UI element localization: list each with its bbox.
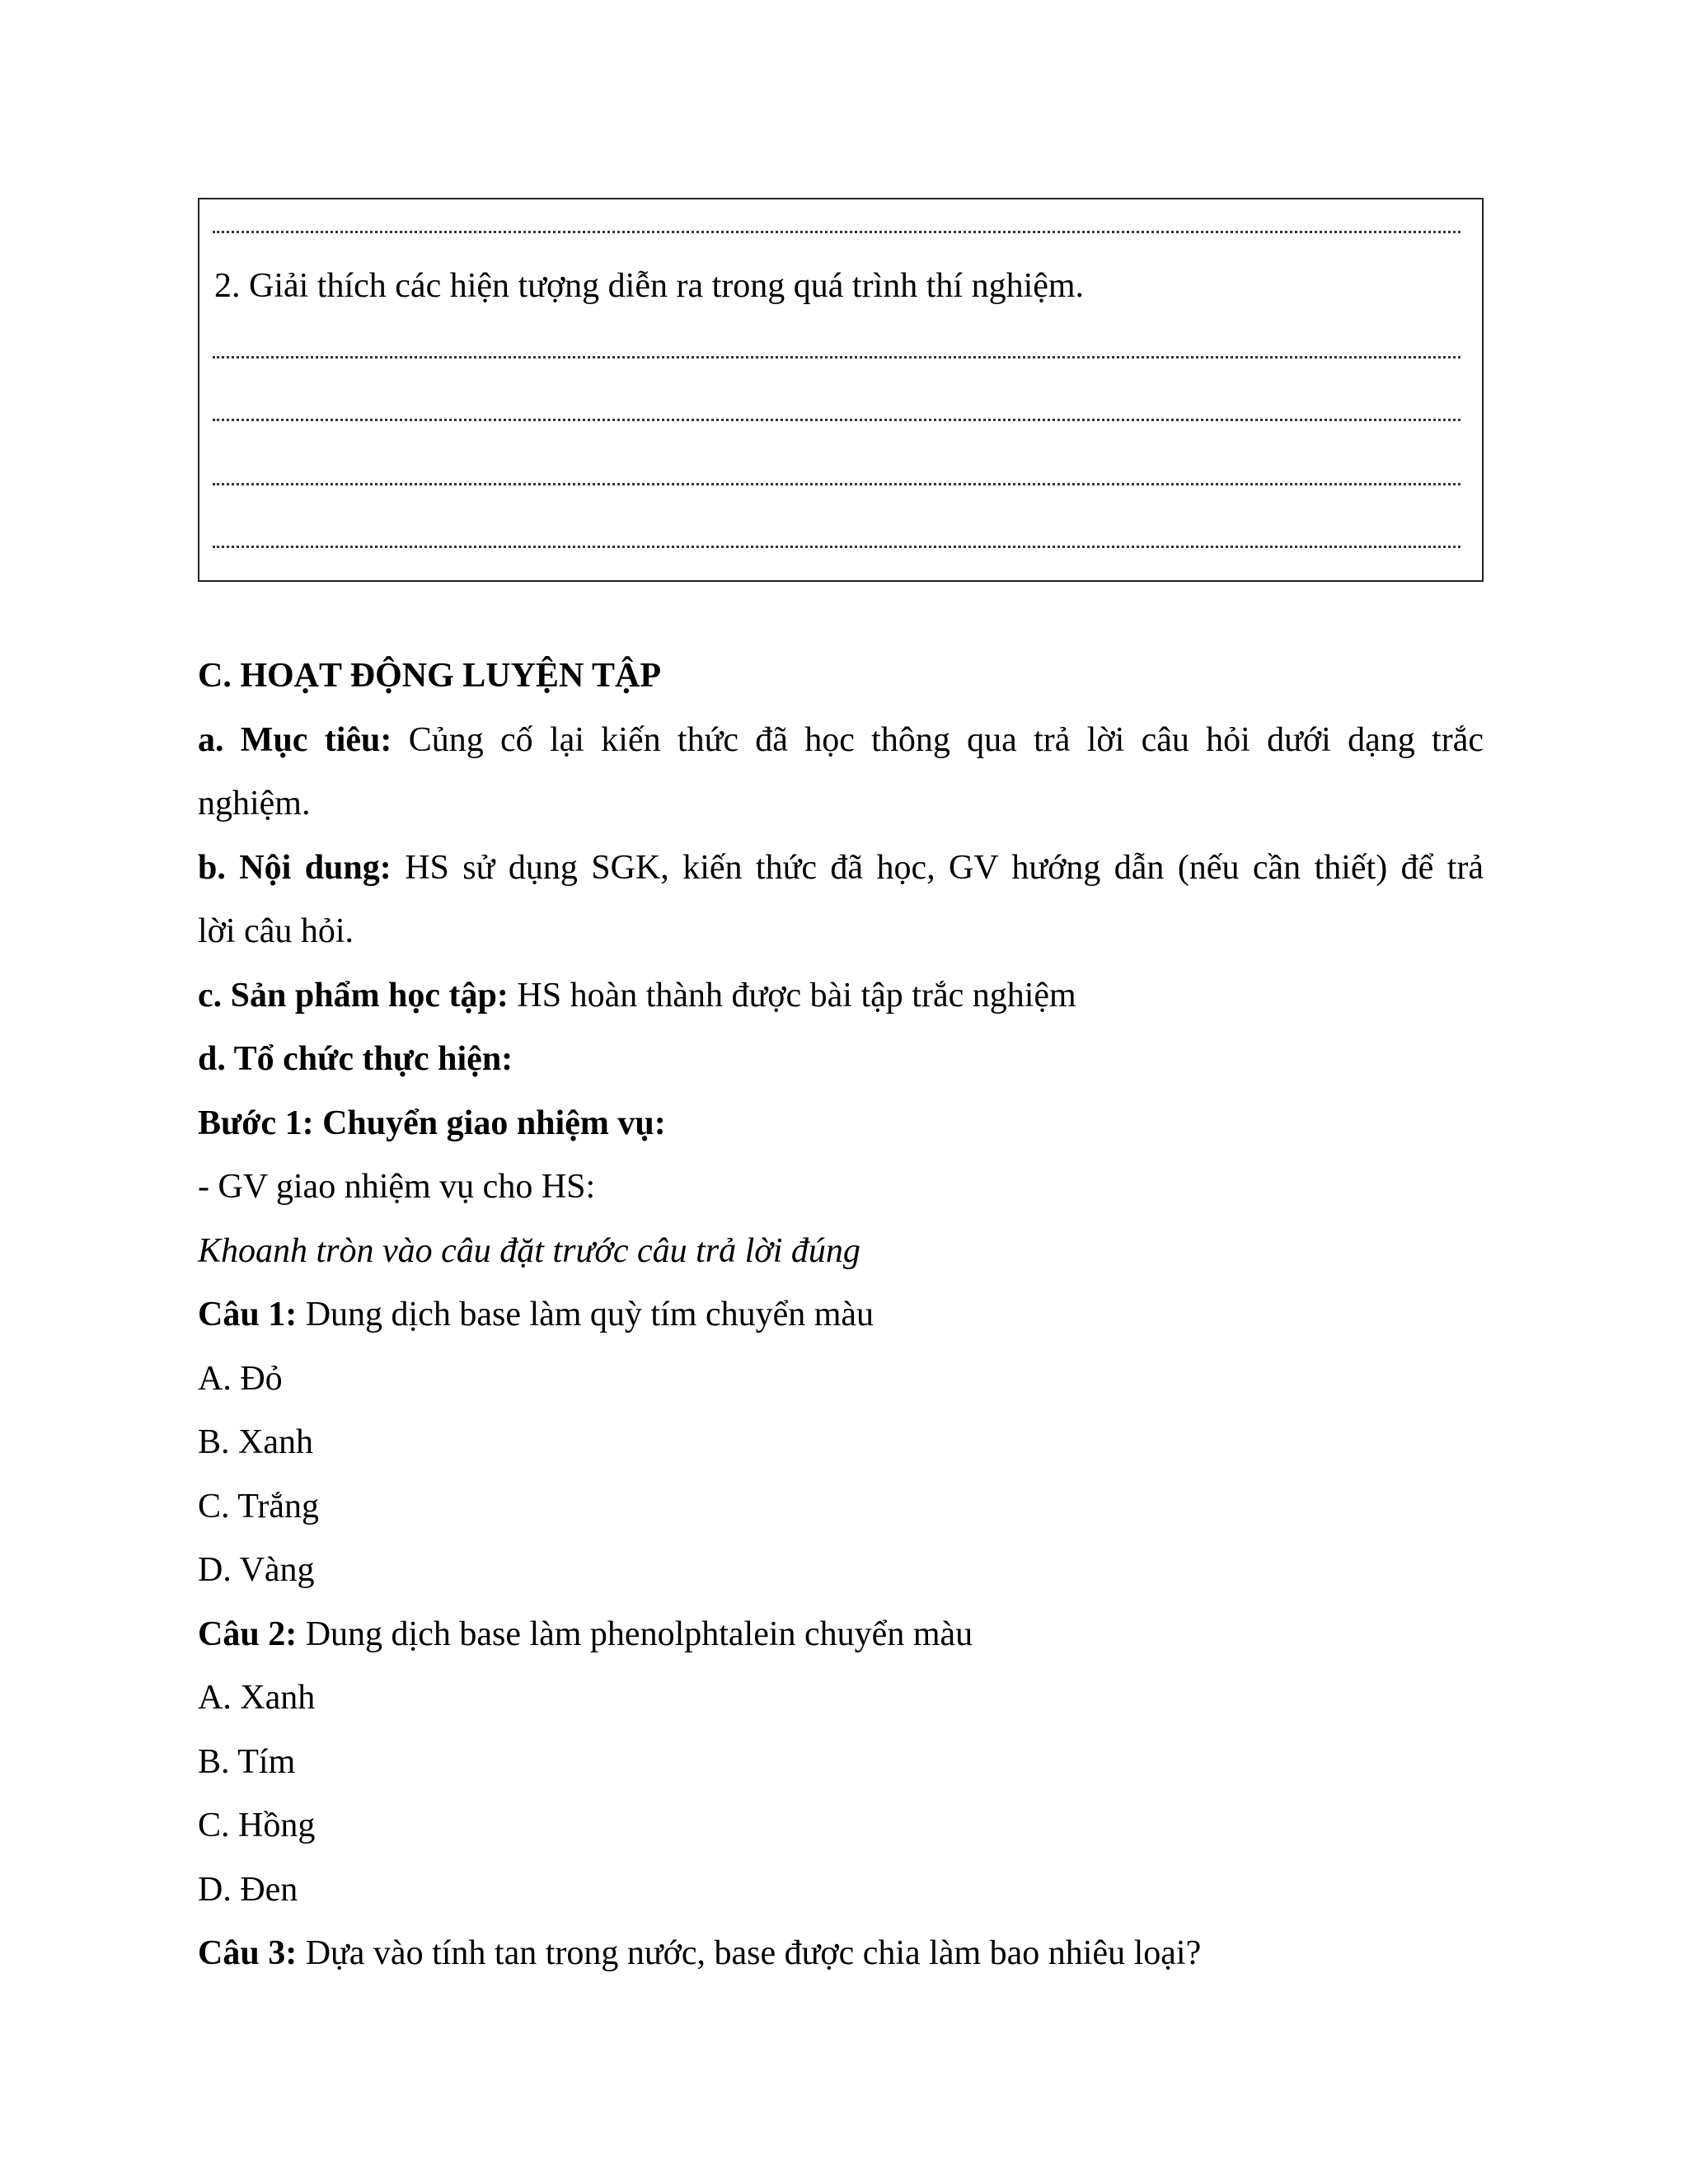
question-label: Câu 1: [198, 1296, 298, 1333]
step1-label: Bước 1: Chuyển giao nhiệm vụ: [198, 1104, 666, 1142]
instruction-line: Khoanh tròn vào câu đặt trước câu trả lời đúng [198, 1231, 860, 1270]
product-text: HS hoàn thành được bài tập trắc nghiệm [517, 976, 1076, 1015]
answer-box [198, 198, 1484, 582]
dotted-answer-line [213, 231, 1461, 233]
question-1-option-d: D. Vàng [198, 1551, 315, 1589]
question-1-option-c: C. Trắng [198, 1487, 320, 1526]
box-question-2: 2. Giải thích các hiện tượng diễn ra trong quá trình thí nghiệm. [214, 267, 1085, 305]
question-label: Câu 3: [198, 1934, 298, 1972]
question-3 [198, 1922, 1484, 1986]
content-line-2: lời câu hỏi. [198, 912, 354, 950]
content-line-1 [198, 837, 1484, 901]
question-2-option-b: B. Tím [198, 1742, 296, 1781]
question-2 [198, 1603, 1484, 1667]
dotted-answer-line [213, 483, 1461, 485]
product-line [198, 964, 1484, 1029]
question-text: Dung dịch base làm phenolphtalein chuyển màu [305, 1615, 973, 1653]
objective-label: a. Mục tiêu: [198, 720, 392, 759]
question-text: Dựa vào tính tan trong nước, base được chia làm bao nhiêu loại? [305, 1934, 1202, 1972]
dotted-answer-line [213, 419, 1461, 421]
dotted-answer-line [213, 546, 1461, 548]
objective-text: Củng cố lại kiến thức đã học thông qua trả lời câu hỏi dưới dạng trắc [408, 720, 1484, 759]
question-2-option-d: D. Đen [198, 1870, 298, 1909]
objective-line-1 [198, 709, 1484, 773]
question-text: Dung dịch base làm quỳ tím chuyển màu [305, 1296, 874, 1333]
objective-line-2: nghiệm. [198, 785, 311, 823]
section-heading: C. HOẠT ĐỘNG LUYỆN TẬP [198, 657, 662, 695]
practice-section [198, 644, 1484, 1986]
content-label: b. Nội dung: [198, 848, 392, 887]
dotted-answer-line [213, 356, 1461, 359]
question-1-option-a: A. Đỏ [198, 1359, 283, 1398]
organization-label: d. Tổ chức thực hiện: [198, 1040, 513, 1078]
question-1-option-b: B. Xanh [198, 1423, 313, 1461]
question-1 [198, 1283, 1484, 1347]
assign-line: - GV giao nhiệm vụ cho HS: [198, 1168, 596, 1206]
question-2-option-a: A. Xanh [198, 1679, 316, 1717]
product-label: c. Sản phẩm học tập: [198, 976, 509, 1015]
question-2-option-c: C. Hồng [198, 1807, 316, 1844]
question-label: Câu 2: [198, 1615, 298, 1653]
content-text: HS sử dụng SGK, kiến thức đã học, GV hướng dẫn (nếu cần thiết) để trả [405, 848, 1484, 887]
